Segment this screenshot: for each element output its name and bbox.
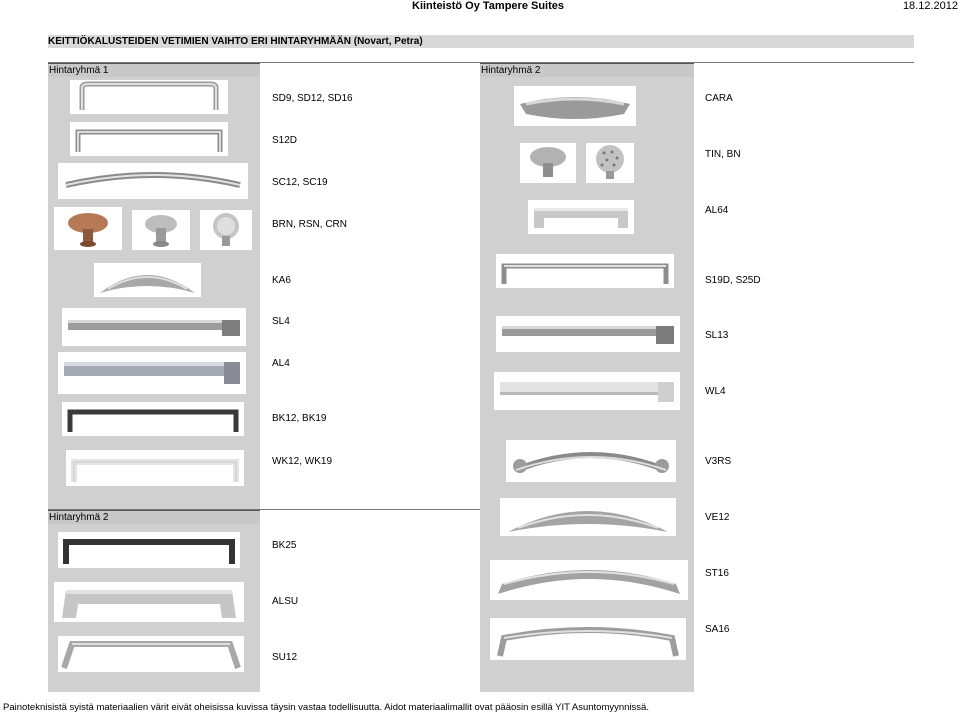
product-image-ka6 bbox=[94, 263, 201, 297]
product-code: SC12, SC19 bbox=[272, 177, 328, 188]
product-code: CARA bbox=[705, 93, 733, 104]
product-image-sc12 bbox=[58, 163, 248, 199]
product-image-su12 bbox=[58, 636, 244, 672]
product-code: SA16 bbox=[705, 624, 730, 635]
product-image-knob-rsn bbox=[132, 210, 190, 250]
product-code: SL13 bbox=[705, 330, 729, 341]
product-image-ve12 bbox=[500, 498, 676, 536]
product-code: SL4 bbox=[272, 316, 290, 327]
page-title: KEITTIÖKALUSTEIDEN VETIMIEN VAIHTO ERI HINTARYHMÄÄN (Novart, Petra) bbox=[48, 35, 914, 48]
product-image-knob-brn bbox=[54, 207, 122, 250]
product-code: ALSU bbox=[272, 596, 299, 607]
product-code: BK25 bbox=[272, 540, 297, 551]
product-image-bk12 bbox=[62, 402, 244, 436]
group-label-right-top: Hintaryhmä 2 bbox=[480, 63, 694, 77]
product-image-sd bbox=[70, 80, 228, 114]
group-label-left-bottom: Hintaryhmä 2 bbox=[48, 510, 260, 524]
product-code: SD9, SD12, SD16 bbox=[272, 93, 353, 104]
product-image-knob-tin bbox=[520, 143, 576, 183]
product-code: TIN, BN bbox=[705, 149, 741, 160]
product-code: KA6 bbox=[272, 275, 291, 286]
product-code: VE12 bbox=[705, 512, 730, 523]
product-image-bk25 bbox=[58, 532, 240, 568]
product-image-s12d bbox=[70, 122, 228, 156]
product-image-v3rs bbox=[506, 440, 676, 482]
company-name: Kiinteistö Oy Tampere Suites bbox=[412, 0, 565, 12]
product-image-st16 bbox=[490, 560, 688, 600]
product-image-wk12 bbox=[66, 450, 244, 486]
product-code: WK12, WK19 bbox=[272, 456, 333, 467]
product-image-cara bbox=[514, 86, 636, 126]
product-code: S19D, S25D bbox=[705, 275, 761, 286]
product-code: AL4 bbox=[272, 358, 290, 369]
product-code: BRN, RSN, CRN bbox=[272, 219, 348, 230]
product-image-sl4 bbox=[62, 308, 246, 346]
product-image-al64 bbox=[528, 200, 634, 234]
product-image-wl4 bbox=[494, 372, 680, 410]
product-code: V3RS bbox=[705, 456, 732, 467]
product-image-alsu bbox=[54, 582, 244, 622]
product-code: SU12 bbox=[272, 652, 298, 663]
product-image-knob-bn bbox=[586, 143, 634, 183]
product-image-s19d bbox=[496, 254, 674, 288]
product-code: ST16 bbox=[705, 568, 729, 579]
footer-note: Painoteknisistä syistä materiaalien värit eivät oheisissa kuvissa täysin vastaa todellisuutta. Aidot materiaalimallit ovat pääosin esillä YIT Asuntomyynnissä. bbox=[3, 702, 649, 713]
product-code: AL64 bbox=[705, 205, 729, 216]
product-code: WL4 bbox=[705, 386, 726, 397]
product-code: BK12, BK19 bbox=[272, 413, 327, 424]
document-date: 18.12.2012 bbox=[902, 0, 958, 12]
product-image-al4 bbox=[58, 352, 246, 394]
product-image-knob-crn bbox=[200, 210, 252, 250]
group-label-left-top: Hintaryhmä 1 bbox=[48, 63, 260, 77]
product-code: S12D bbox=[272, 135, 298, 146]
product-image-sl13 bbox=[496, 316, 680, 352]
product-image-sa16 bbox=[490, 618, 686, 660]
